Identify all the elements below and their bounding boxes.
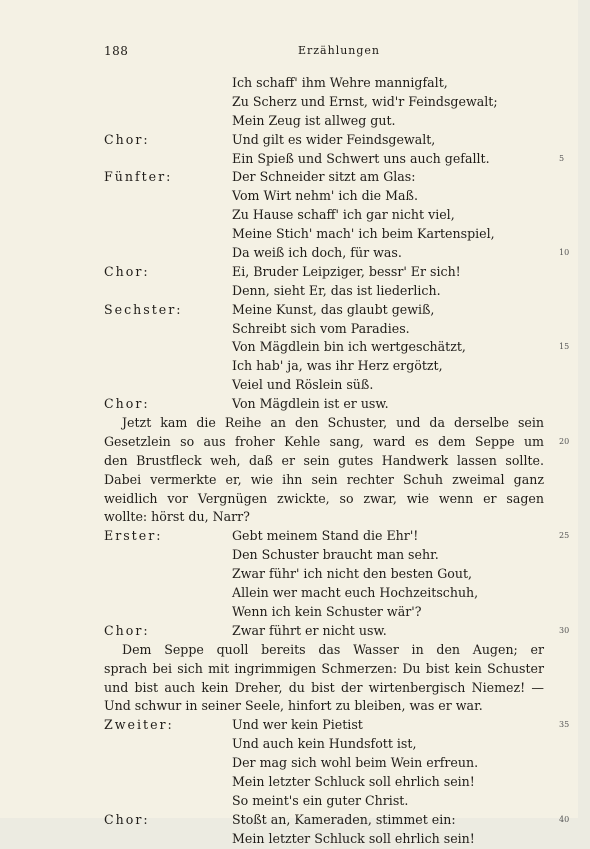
prose-text: Dabei vermerkte er, wie ihn sein rechter Schuh zweimal ganz <box>104 471 544 487</box>
verse-text: Veiel und Röslein süß. <box>232 377 374 393</box>
verse-line <box>104 225 544 244</box>
prose-line <box>104 490 544 509</box>
verse-text: Von Mägdlein ist er usw. <box>232 396 389 412</box>
verse-text: Allein wer macht euch Hochzeitschuh, <box>232 585 479 601</box>
verse-line <box>104 150 565 169</box>
prose-line <box>104 697 544 716</box>
prose-line <box>104 452 544 471</box>
verse-line <box>104 395 544 414</box>
line-number: 35 <box>559 720 570 730</box>
speaker-label: Chor: <box>104 263 150 279</box>
verse-text: Der mag sich wohl beim Wein erfreun. <box>232 755 479 771</box>
prose-line <box>104 660 544 679</box>
verse-text: Mein letzter Schluck soll ehrlich sein! <box>232 773 475 789</box>
verse-line <box>104 357 544 376</box>
prose-line <box>104 679 544 698</box>
verse-text: Da weiß ich doch, für was. <box>232 245 402 261</box>
verse-text: Ich schaff' ihm Wehre mannigfalt, <box>232 75 448 90</box>
verse-text: So meint's ein guter Christ. <box>232 792 409 808</box>
verse-line <box>104 168 544 187</box>
prose-line <box>104 433 570 452</box>
verse-text: Zu Scherz und Ernst, wid'r Feindsgewalt; <box>232 93 498 109</box>
verse-line <box>104 754 544 773</box>
verse-line <box>104 527 570 546</box>
line-number: 30 <box>559 625 570 635</box>
verse-text: Vom Wirt nehm' ich die Maß. <box>232 188 418 204</box>
prose-line <box>104 641 544 660</box>
prose-text: weidlich vor Vergnügen zwickte, so zwar, wie wenn er sagen <box>104 490 544 506</box>
line-number: 10 <box>559 248 570 258</box>
verse-text: Der Schneider sitzt am Glas: <box>232 169 416 185</box>
verse-line <box>104 792 544 811</box>
line-number: 40 <box>559 814 570 824</box>
prose-line <box>104 414 544 433</box>
verse-line <box>104 716 570 735</box>
speaker-label: Sechster: <box>104 301 183 317</box>
prose-text: Und schwur in seiner Seele, hinfort zu bleiben, was er war. <box>104 698 483 714</box>
verse-line <box>104 773 544 792</box>
verse-text: Gebt meinem Stand die Ehr'! <box>232 528 419 544</box>
verse-text: Mein Zeug ist allweg gut. <box>232 112 396 128</box>
verse-line <box>104 546 544 565</box>
verse-line <box>104 206 544 225</box>
page-number: 188 <box>104 44 129 58</box>
prose-text: wollte: hörst du, Narr? <box>104 509 250 525</box>
verse-line <box>104 376 544 395</box>
verse-line <box>104 74 544 93</box>
verse-text: Meine Kunst, das glaubt gewiß, <box>232 301 435 317</box>
verse-line <box>104 301 544 320</box>
verse-line <box>104 244 570 263</box>
prose-text: sprach bei sich mit ingrimmigen Schmerzen: Du bist kein Schuster <box>104 660 544 676</box>
speaker-label: Chor: <box>104 131 150 147</box>
verse-line <box>104 830 544 849</box>
verse-text: Ich hab' ja, was ihr Herz ergötzt, <box>232 358 443 374</box>
verse-text: Mein letzter Schluck soll ehrlich sein! <box>232 830 475 846</box>
page-header <box>104 44 544 60</box>
verse-text: Zu Hause schaff' ich gar nicht viel, <box>232 207 455 223</box>
prose-text: Jetzt kam die Reihe an den Schuster, und da derselbe sein <box>122 415 544 431</box>
speaker-label: Chor: <box>104 811 150 827</box>
line-number: 5 <box>559 153 565 163</box>
page-edge <box>578 0 590 818</box>
verse-line <box>104 338 570 357</box>
line-number: 20 <box>559 436 570 446</box>
verse-line <box>104 112 544 131</box>
verse-line <box>104 565 544 584</box>
verse-text: Und auch kein Hundsfott ist, <box>232 736 417 752</box>
verse-text: Und gilt es wider Feindsgewalt, <box>232 131 436 147</box>
speaker-label: Zweiter: <box>104 717 174 733</box>
verse-line <box>104 93 544 112</box>
running-title: Erzählungen <box>297 44 381 57</box>
verse-text: Ei, Bruder Leipziger, bessr' Er sich! <box>232 263 461 279</box>
speaker-label: Chor: <box>104 396 150 412</box>
verse-text: Schreibt sich vom Paradies. <box>232 320 410 336</box>
verse-text: Ein Spieß und Schwert uns auch gefallt. <box>232 150 490 166</box>
page-text <box>104 74 570 849</box>
verse-line <box>104 131 544 150</box>
prose-text: Gesetzlein so aus froher Kehle sang, ward es dem Seppe um <box>104 433 544 449</box>
verse-line <box>104 622 570 641</box>
line-number: 15 <box>559 342 570 352</box>
verse-line <box>104 735 544 754</box>
verse-line <box>104 811 570 830</box>
verse-text: Stoßt an, Kameraden, stimmet ein: <box>232 811 456 827</box>
verse-line <box>104 584 544 603</box>
verse-line <box>104 603 544 622</box>
speaker-label: Fünfter: <box>104 169 173 185</box>
verse-text: Wenn ich kein Schuster wär'? <box>232 603 422 619</box>
verse-text: Von Mägdlein bin ich wertgeschätzt, <box>232 339 466 355</box>
prose-text: den Brustfleck weh, daß er sein gutes Handwerk lassen sollte. <box>104 452 544 468</box>
speaker-label: Chor: <box>104 622 150 638</box>
verse-text: Zwar führt er nicht usw. <box>232 622 387 638</box>
prose-line <box>104 508 544 527</box>
speaker-label: Erster: <box>104 528 163 544</box>
verse-line <box>104 263 544 282</box>
verse-text: Den Schuster braucht man sehr. <box>232 547 439 563</box>
verse-line <box>104 320 544 339</box>
prose-text: und bist auch kein Dreher, du bist der wirtenbergisch Niemez! — <box>104 679 544 695</box>
verse-line <box>104 187 544 206</box>
verse-line <box>104 282 544 301</box>
prose-line <box>104 471 544 490</box>
verse-text: Denn, sieht Er, das ist liederlich. <box>232 282 441 298</box>
verse-text: Zwar führ' ich nicht den besten Gout, <box>232 566 473 582</box>
prose-text: Dem Seppe quoll bereits das Wasser in den Augen; er <box>122 641 544 657</box>
line-number: 25 <box>559 531 570 541</box>
verse-text: Meine Stich' mach' ich beim Kartenspiel, <box>232 226 495 242</box>
verse-text: Und wer kein Pietist <box>232 717 363 733</box>
